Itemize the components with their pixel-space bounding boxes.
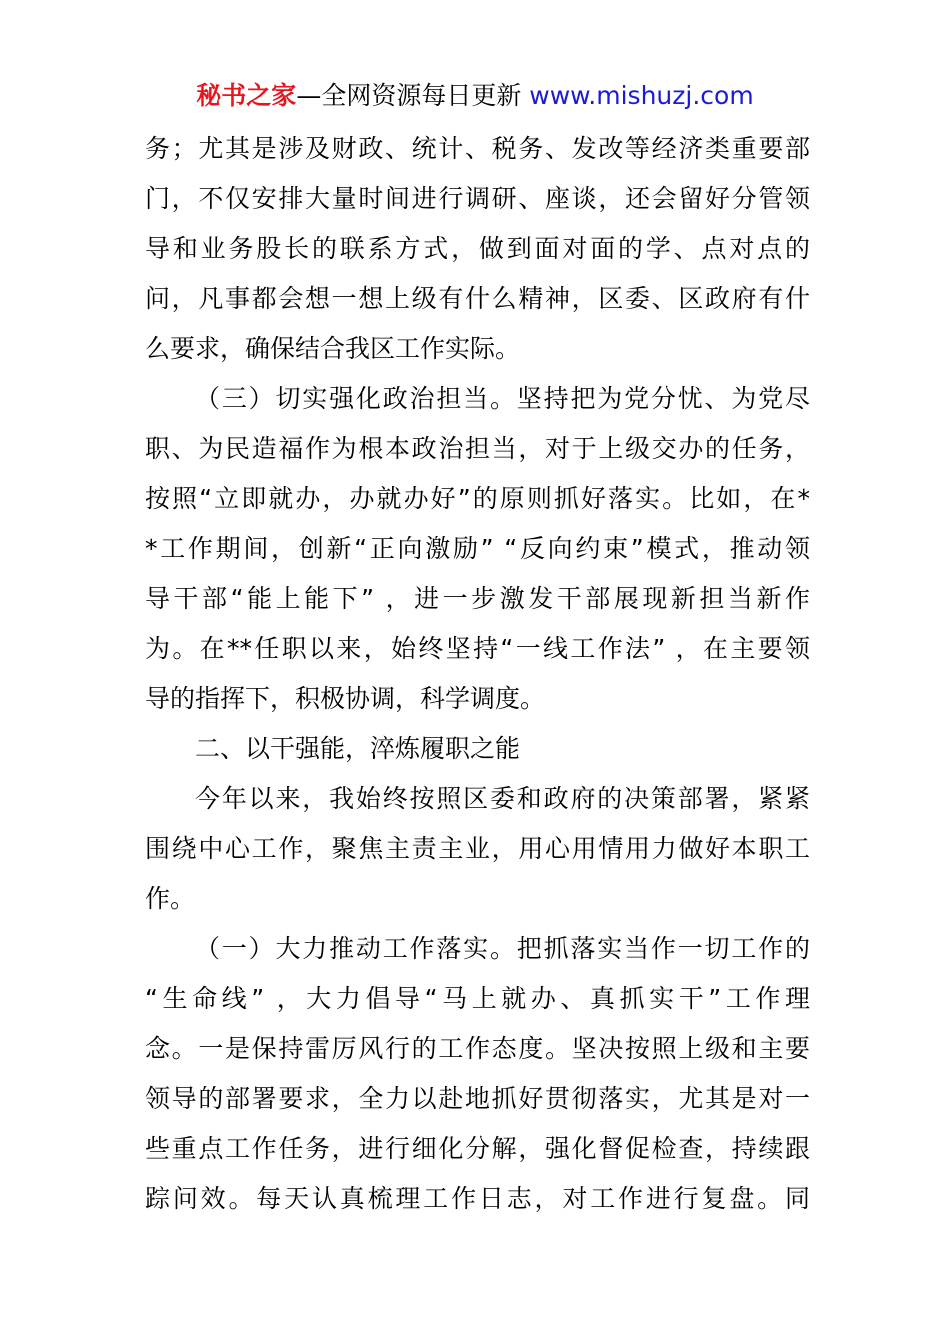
text-line: 按照“立即就办，办就办好”的原则抓好落实。比如，在* (145, 484, 810, 513)
text-line: 围绕中心工作，聚焦主责主业，用心用情用力做好本职工 (145, 834, 810, 863)
text-line: 职、为民造福作为根本政治担当，对于上级交办的任务， (145, 434, 810, 463)
text-line: （一）大力推动工作落实。把抓落实当作一切工作的 (195, 934, 810, 963)
text-line: 导干部“能上能下” ，进一步激发干部展现新担当新作 (145, 584, 810, 613)
site-url[interactable]: www.mishuzj.com (529, 81, 754, 110)
text-line: 导和业务股长的联系方式，做到面对面的学、点对点的 (145, 234, 810, 263)
text-line: 导的指挥下，积极协调，科学调度。 (145, 684, 546, 713)
text-line: *工作期间，创新“正向激励” “反向约束”模式，推动领 (145, 534, 810, 563)
text-line: “生命线” ，大力倡导“马上就办、真抓实干”工作理 (145, 984, 810, 1013)
text-line: 踪问效。每天认真梳理工作日志，对工作进行复盘。同 (145, 1184, 810, 1213)
text-line: 二、以干强能，淬炼履职之能 (195, 734, 521, 763)
text-line: （三）切实强化政治担当。坚持把为党分忧、为党尽 (195, 384, 810, 413)
text-line: 为。在**任职以来，始终坚持“一线工作法” ，在主要领 (145, 634, 810, 663)
header-tagline: —全网资源每日更新 (296, 81, 530, 110)
text-line: 问，凡事都会想一想上级有什么精神，区委、区政府有什 (145, 284, 810, 313)
text-line: 作。 (145, 884, 196, 913)
site-header (0, 78, 950, 114)
text-line: 念。一是保持雷厉风行的工作态度。坚决按照上级和主要 (145, 1034, 810, 1063)
text-line: 今年以来，我始终按照区委和政府的决策部署，紧紧 (195, 784, 810, 813)
document-body (145, 124, 810, 1224)
text-line: 门，不仅安排大量时间进行调研、座谈，还会留好分管领 (145, 184, 810, 213)
brand-name: 秘书之家 (196, 81, 297, 110)
text-line: 些重点工作任务，进行细化分解，强化督促检查，持续跟 (145, 1134, 810, 1163)
text-line: 务；尤其是涉及财政、统计、税务、发改等经济类重要部 (145, 134, 810, 163)
text-line: 领导的部署要求，全力以赴地抓好贯彻落实，尤其是对一 (145, 1084, 810, 1113)
text-line: 么要求，确保结合我区工作实际。 (145, 334, 521, 363)
